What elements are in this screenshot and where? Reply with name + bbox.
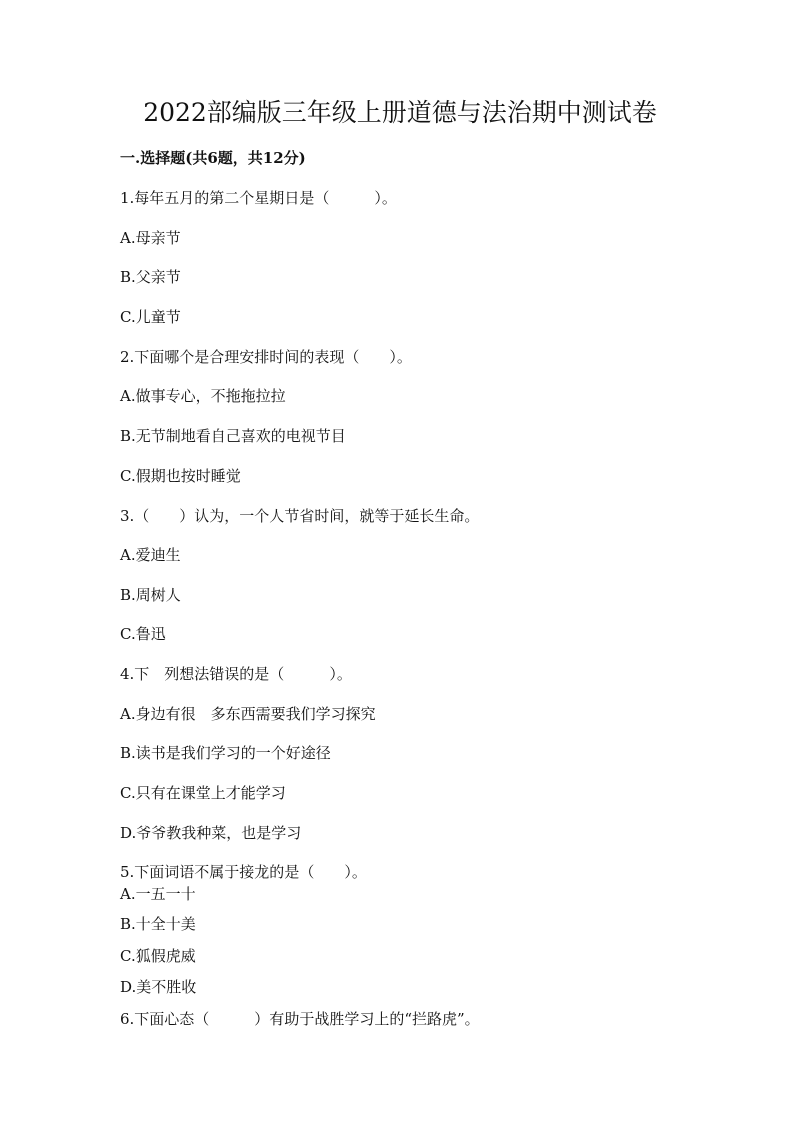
question-2-option-b: B.无节制地看自己喜欢的电视节目 [120, 427, 346, 445]
question-2-option-c: C.假期也按时睡觉 [120, 467, 241, 485]
question-4-option-d: D.爷爷教我种菜，也是学习 [120, 824, 302, 842]
question-3-option-b: B.周树人 [120, 586, 181, 604]
page-title: 2022部编版三年级上册道德与法治期中测试卷 [143, 98, 657, 127]
question-4-option-c: C.只有在课堂上才能学习 [120, 784, 286, 802]
question-2-stem: 2.下面哪个是合理安排时间的表现（ ）。 [120, 348, 412, 366]
section-heading: 一.选择题(共6题，共12分) [120, 149, 306, 167]
question-3-option-a: A.爱迪生 [120, 546, 181, 564]
question-2-option-a: A.做事专心，不拖拖拉拉 [120, 387, 286, 405]
question-1-option-b: B.父亲节 [120, 268, 181, 286]
question-1-option-a: A.母亲节 [120, 229, 181, 247]
question-6-stem: 6.下面心态（ ）有助于战胜学习上的“拦路虎”。 [120, 1010, 480, 1028]
question-5-stem: 5.下面词语不属于接龙的是（ ）。 [120, 863, 367, 881]
question-1-stem: 1.每年五月的第二个星期日是（ ）。 [120, 189, 397, 207]
question-5-option-d: D.美不胜收 [120, 978, 197, 996]
question-4-stem: 4.下 列想法错误的是（ ）。 [120, 665, 352, 683]
question-1-option-c: C.儿童节 [120, 308, 181, 326]
question-5-option-c: C.狐假虎威 [120, 947, 196, 965]
question-3-stem: 3.（ ）认为，一个人节省时间，就等于延长生命。 [120, 507, 480, 525]
question-4-option-b: B.读书是我们学习的一个好途径 [120, 744, 331, 762]
question-4-option-a: A.身边有很 多东西需要我们学习探究 [120, 705, 376, 723]
question-3-option-c: C.鲁迅 [120, 625, 166, 643]
question-5-option-a: A.一五一十 [120, 885, 196, 903]
question-5-option-b: B.十全十美 [120, 915, 196, 933]
